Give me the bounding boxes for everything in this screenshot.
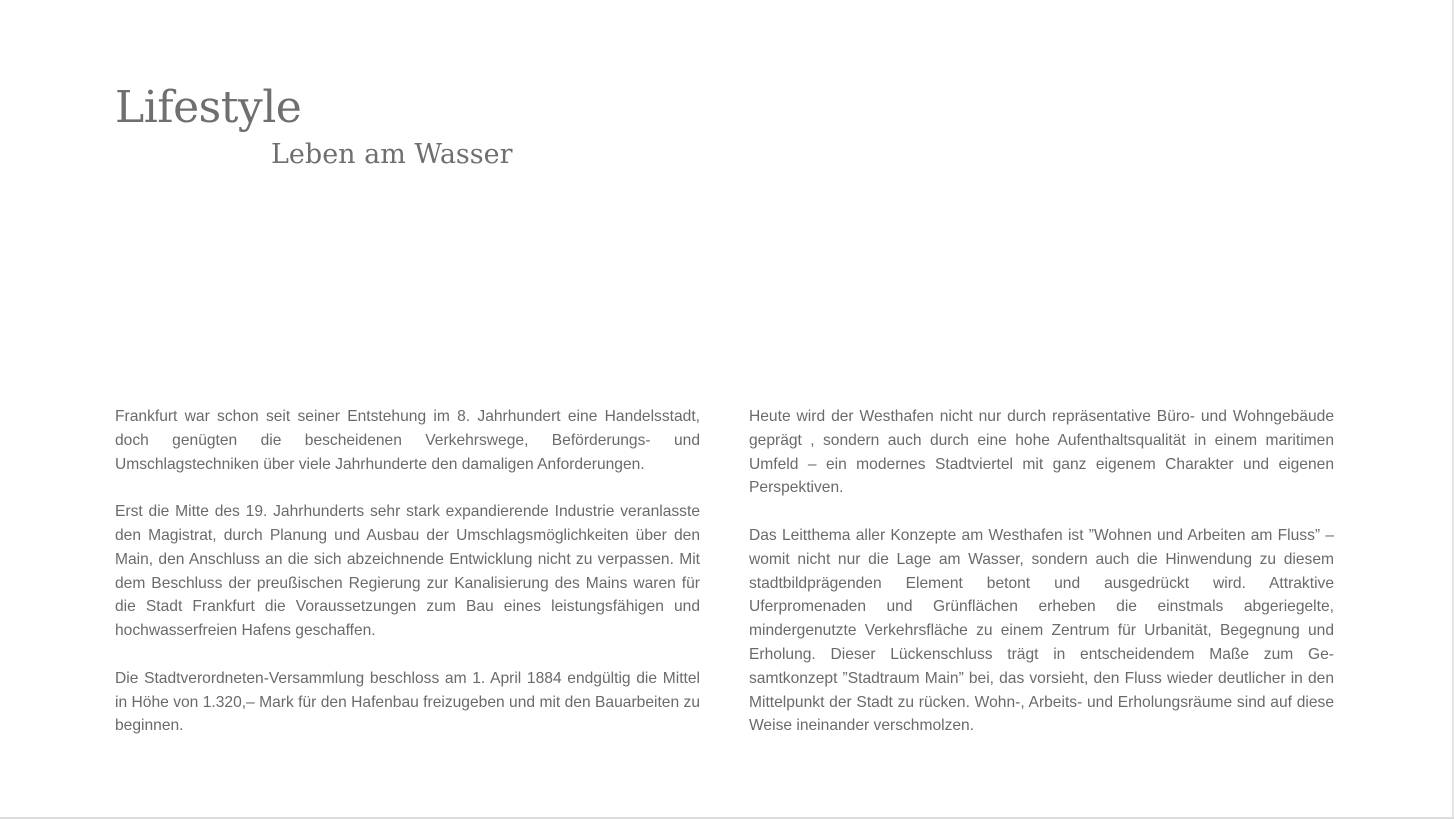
paragraph: Heute wird der Westhafen nicht nur durch repräsentative Büro- und Wohngebäude geprägt , sondern auch durch eine hohe Aufenthaltsqualität in einem maritimen Umfeld – ein modernes Stadtviertel mit ganz eigenem Charakter und eigenen Perspektiven.	[749, 408, 1334, 497]
page-title: Lifestyle	[115, 82, 302, 133]
paragraph: Frankfurt war schon seit seiner Entstehung im 8. Jahrhundert eine Handelsstadt, doch genügten die bescheidenen Verkehrswege, Beförderungs- und Umschlagstechniken über viele Jahrhunderte den damaligen Anforderungen.	[115, 408, 700, 473]
paragraph: Die Stadtverordneten-Versammlung beschloss am 1. April 1884 endgültig die Mittel in Höhe von 1.320,– Mark für den Hafenbau freizugeben und mit den Bauarbeiten zu beginnen.	[115, 669, 700, 735]
text-column-left	[115, 405, 700, 738]
paragraph: Das Leitthema aller Konzepte am Westhafen ist ”Wohnen und Arbeiten am Fluss” – womit nicht nur die Lage am Wasser, sondern auch die Hinwendung zu diesem stadtbildprägenden Element betont und ausgedrückt wird. Attraktive Uferpromenaden und Grünflächen erheben die einstmals abgeriegelte, mindergenutzte Verkehrsfläche zu einem Zentrum für Urbanität, Begegnung und Erholung. Dieser Lückenschluss trägt in entscheidendem Maße zum Gesamtkonzept ”Stadtraum Main” bei, das vorsieht, den Fluss wieder deutlicher in den Mittelpunkt der Stadt zu rücken. Wohn-, Arbeits- und Erholungsräume sind auf diese Weise ineinander verschmolzen.	[749, 526, 1334, 735]
text-column-right	[749, 405, 1334, 738]
paragraph: Erst die Mitte des 19. Jahrhunderts sehr stark expandierende Industrie veranlasste den Magistrat, durch Planung und Ausbau der Umschlagsmöglichkeiten über den Main, den Anschluss an die sich abzeichnende Entwicklung nicht zu verpassen. Mit dem Beschluss der preußischen Regierung zur Kanalisierung des Mains waren für die Stadt Frankfurt die Voraussetzungen zum Bau eines leistungsfähigen und hochwasserfreien Hafens geschaffen.	[115, 503, 700, 640]
page-subtitle: Leben am Wasser	[271, 139, 513, 170]
